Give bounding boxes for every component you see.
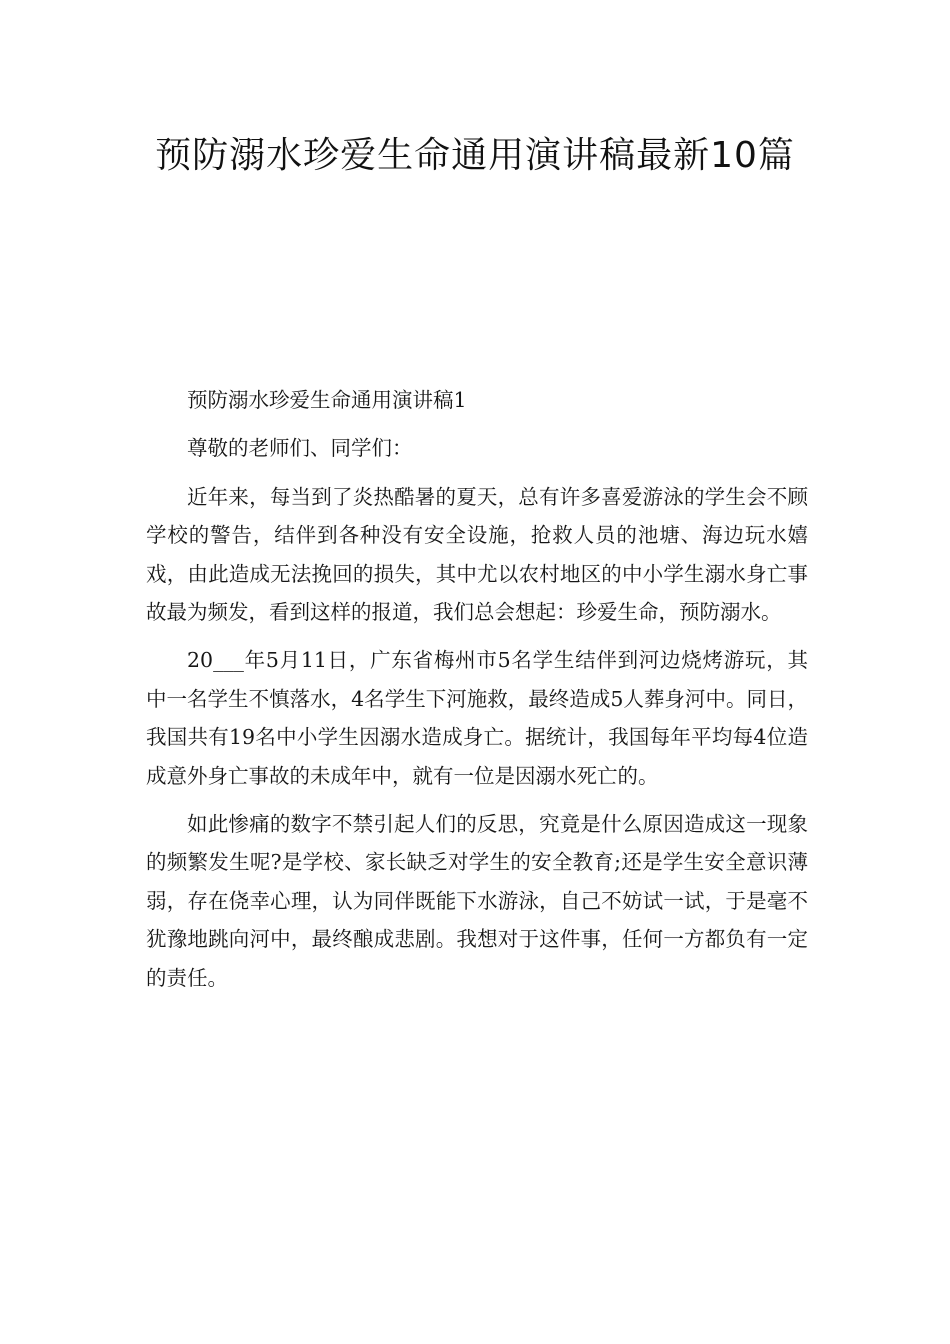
salutation: 尊敬的老师们、同学们：	[187, 436, 413, 461]
paragraph-2: 20___年5月11日，广东省梅州市5名学生结伴到河边烧烤游玩，其中一名学生不慎落水，4名学生下河施救，最终造成5人葬身河中。同日，我国共有19名中小学生因溺水造成身亡。据统计，我国每年平均每4位造成意外身亡事故的未成年中，就有一位是因溺水死亡的。	[146, 648, 808, 788]
paragraph-3: 如此惨痛的数字不禁引起人们的反思，究竟是什么原因造成这一现象的频繁发生呢?是学校、家长缺乏对学生的安全教育;还是学生安全意识薄弱，存在侥幸心理，认为同伴既能下水游泳，自己不妨试一试，于是毫不犹豫地跳向河中，最终酿成悲剧。我想对于这件事，任何一方都负有一定的责任。	[146, 812, 808, 990]
document-title: 预防溺水珍爱生命通用演讲稿最新10篇	[155, 135, 795, 176]
section-heading: 预防溺水珍爱生命通用演讲稿1	[187, 388, 467, 412]
paragraph-1: 近年来，每当到了炎热酷暑的夏天，总有许多喜爱游泳的学生会不顾学校的警告，结伴到各种没有安全设施，抢救人员的池塘、海边玩水嬉戏，由此造成无法挽回的损失，其中尤以农村地区的中小学生溺水身亡事故最为频发，看到这样的报道，我们总会想起：珍爱生命，预防溺水。	[146, 484, 808, 625]
document-body	[146, 381, 808, 1007]
